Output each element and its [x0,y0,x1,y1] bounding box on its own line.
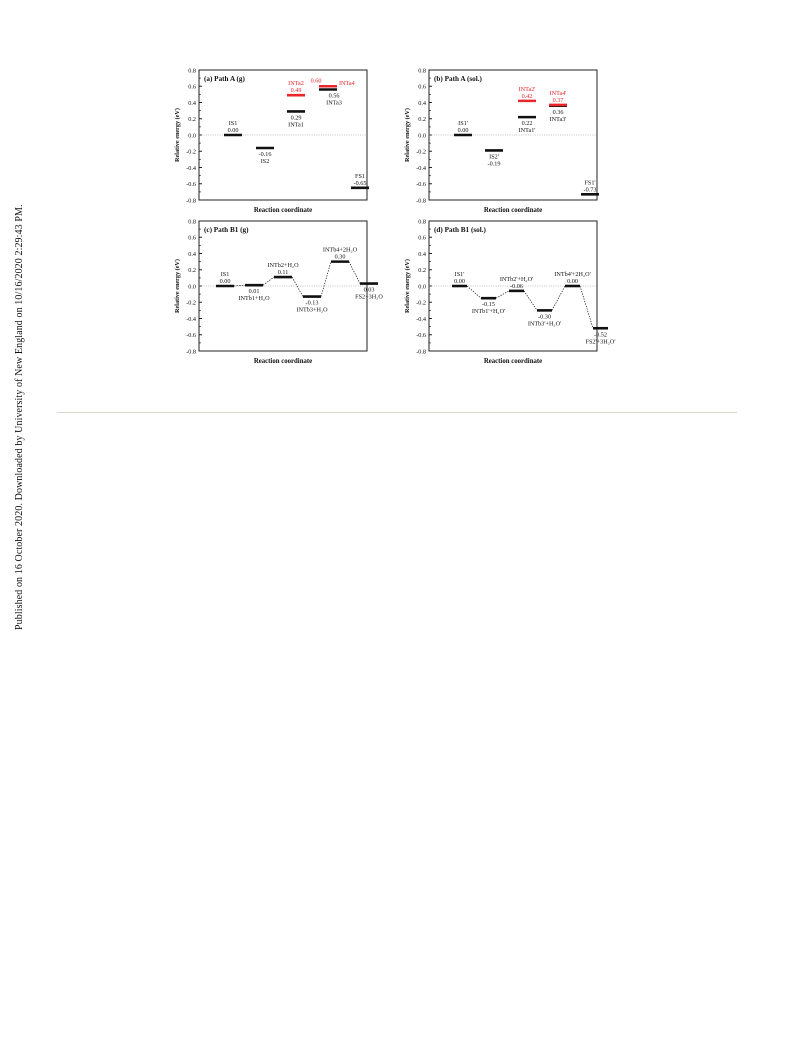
path-connector [349,262,360,284]
y-tick-label: 0.0 [418,283,426,291]
state-label-lower: 0.42 [521,92,533,100]
state-label-upper: -0.52 [594,331,607,339]
state-label-lower: INTb3'+H₂O' [527,320,562,328]
state-label-lower: INTb1+H₂O [238,295,270,303]
y-axis-label: Relative energy (eV) [174,259,181,313]
state-label-upper: 0.29 [290,114,302,122]
y-tick-label: 0.4 [188,99,196,107]
state-label-upper: 0.22 [521,120,533,128]
y-tick-label: 0.8 [418,67,426,75]
state-label-lower: -0.73 [583,186,597,194]
chart-panel-4 [404,218,615,365]
state-label-lower: 0.00 [454,278,465,285]
state-label-upper: IS1 [228,120,238,127]
state-label-upper: 0.56 [328,92,340,100]
state-label-lower: INTb1'+H₂O' [471,308,506,316]
download-watermark: Published on 16 October 2020. Downloaded by University of New England on 10/16/2020 2:29:43 PM. [14,204,25,630]
panel-title: (d) Path B1 (sol.) [434,226,486,234]
x-axis-label: Reaction coordinate [483,207,543,214]
state-label-upper: IS2' [489,153,499,161]
state-label-lower: 0.37 [552,96,564,104]
y-tick-label: 0.0 [188,132,196,140]
state-label-upper: -0.30 [538,313,551,321]
y-tick-label: 0.8 [418,218,426,226]
state-label-upper: -0.15 [482,301,495,309]
state-label-upper: INTb2'+H₂O' [499,275,534,283]
y-tick-label: -0.2 [416,148,426,156]
y-tick-label: 0.2 [188,267,196,275]
page-divider [57,412,737,413]
state-label-lower: 0.00 [227,127,239,134]
y-tick-label: 0.2 [418,116,426,124]
y-axis-label: Relative energy (eV) [404,108,411,162]
state-label-lower: INTa3 [326,99,342,107]
state-name-label: INTa4 [339,79,355,87]
state-label-lower: FS2+3H₂O [355,293,383,301]
x-axis-label: Reaction coordinate [253,358,313,365]
state-label-upper: INTb4'+2H₂O' [554,271,591,278]
energy-value-label: 0.60 [310,77,322,85]
state-label-upper: -0.13 [305,299,319,307]
y-tick-label: -0.6 [186,181,196,189]
state-label-upper: INTa2 [288,80,304,88]
x-axis-label: Reaction coordinate [483,358,543,365]
y-tick-label: -0.6 [186,332,196,340]
path-connector [580,286,593,328]
y-tick-label: -0.4 [186,315,196,323]
panel-title: (c) Path B1 (g) [204,226,249,234]
y-tick-label: -0.6 [416,332,426,340]
chart-panel-1 [174,67,369,214]
panel-title: (a) Path A (g) [204,75,245,83]
y-tick-label: 0.2 [188,116,196,124]
y-tick-label: 0.6 [188,83,196,91]
y-tick-label: 0.4 [418,99,426,107]
state-label-lower: 0.00 [457,127,469,134]
y-tick-label: -0.8 [416,197,426,205]
state-label-lower: -0.19 [487,160,501,168]
y-tick-label: 0.2 [418,267,426,275]
state-label-upper: IS1 [220,271,230,278]
state-label-lower: 0.30 [334,253,346,261]
state-label-lower: 0.11 [277,269,289,277]
state-label-upper: -0.16 [258,151,272,158]
state-label-upper: 0.36 [552,108,564,116]
y-tick-label: -0.8 [186,348,196,356]
chart-panel-3 [174,218,383,365]
state-label-upper: IS1' [454,271,465,278]
state-label-lower: INTa1' [518,127,536,135]
y-tick-label: -0.4 [186,164,196,172]
y-tick-label: -0.6 [416,181,426,189]
y-tick-label: 0.0 [188,283,196,291]
state-label-lower: INTa1 [288,121,304,129]
y-tick-label: 0.4 [188,250,196,258]
state-label-upper: 0.03 [363,286,375,294]
state-label-upper: INTa2' [518,85,536,93]
chart-panel-2 [404,67,599,214]
y-tick-label: 0.4 [418,250,426,258]
path-connector [552,286,565,310]
y-tick-label: 0.6 [188,234,196,242]
path-connector [292,277,303,297]
x-axis-label: Reaction coordinate [253,207,313,214]
panel-title: (b) Path A (sol.) [434,75,482,83]
state-label-lower: 0.49 [290,87,302,95]
y-tick-label: -0.8 [186,197,196,205]
path-connector [467,286,481,298]
state-label-upper: IS1' [458,120,468,127]
y-tick-label: 0.8 [188,67,196,75]
state-label-lower: INTa3' [549,115,567,123]
path-connector [496,291,509,298]
y-tick-label: -0.2 [186,299,196,307]
state-label-upper: INTb4+2H₂O [322,246,358,254]
state-label-lower: -0.06 [510,282,523,290]
y-tick-label: 0.8 [188,218,196,226]
path-connector [524,291,537,311]
path-connector [263,277,274,285]
y-tick-label: 0.6 [418,234,426,242]
state-label-lower: -0.65 [353,179,367,187]
state-label-upper: FS1 [355,172,365,180]
state-label-upper: INTb2+H₂O [267,262,299,270]
y-axis-label: Relative energy (eV) [404,259,411,313]
state-label-upper: 0.01 [248,288,260,296]
state-label-upper: FS1' [584,179,596,187]
y-tick-label: -0.4 [416,315,426,323]
y-tick-label: -0.2 [186,148,196,156]
state-label-lower: 0.00 [567,278,578,285]
state-label-lower: 0.00 [219,278,231,285]
y-tick-label: -0.4 [416,164,426,172]
y-tick-label: -0.2 [416,299,426,307]
state-label-lower: IS2 [260,158,270,165]
state-label-upper: INTa4' [549,89,567,97]
path-connector [321,262,331,297]
state-label-lower: FS2'+3H₂O' [585,338,616,346]
y-axis-label: Relative energy (eV) [174,108,181,162]
state-label-lower: INTb3+H₂O [296,306,328,314]
y-tick-label: -0.8 [416,348,426,356]
y-tick-label: 0.6 [418,83,426,91]
y-tick-label: 0.0 [418,132,426,140]
